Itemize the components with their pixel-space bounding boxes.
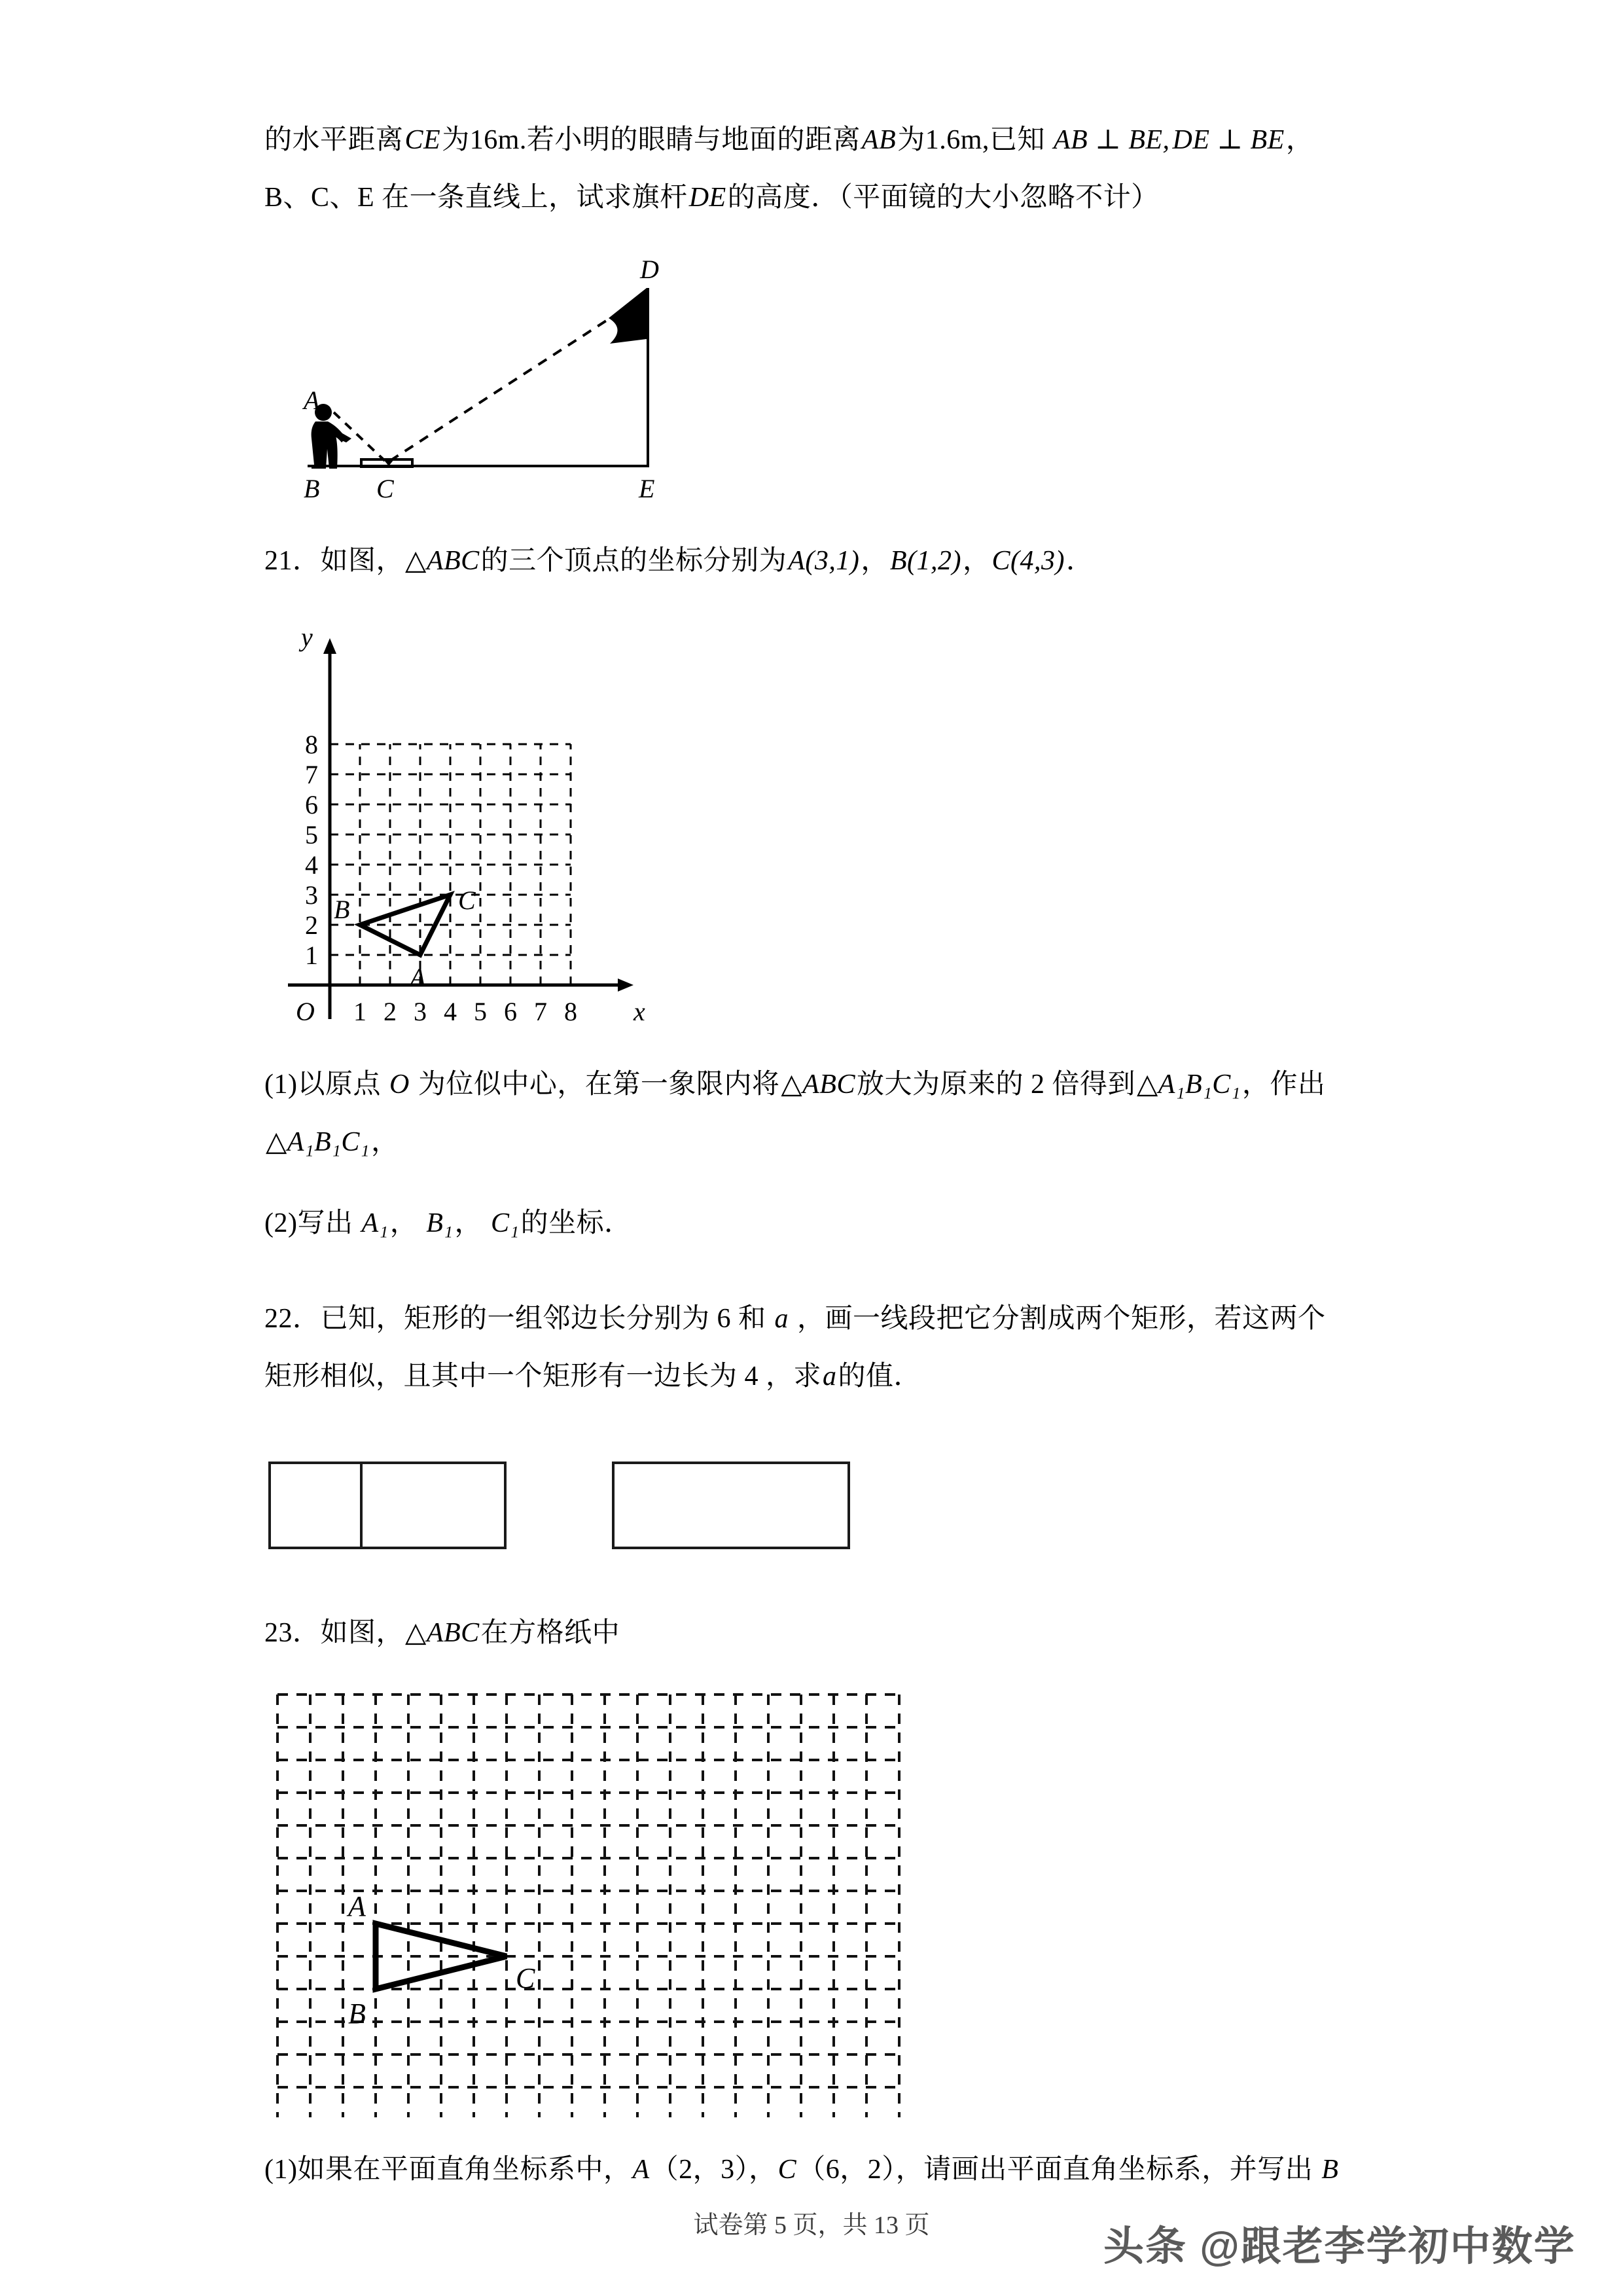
label-e: E xyxy=(639,474,655,503)
p23-sub1-comma: ， xyxy=(749,2155,777,2185)
p21-vertex-c: C(4,3) xyxy=(991,546,1065,576)
p21-sub1-a: (1)以原点 xyxy=(264,1069,381,1100)
p20-line1-end: ， xyxy=(1285,125,1314,155)
coordinate-plane-svg xyxy=(270,613,728,1032)
p20-segment-ab: AB xyxy=(861,125,897,155)
x-tick-7: 7 xyxy=(534,997,547,1026)
y-tick-7: 7 xyxy=(305,760,318,789)
grid-vertex-label-b: B xyxy=(348,1998,366,2030)
vertex-label-a: A xyxy=(410,963,426,992)
p20-line1-mid3: 为 xyxy=(897,125,925,155)
p20-line1-mid2: 若小明的眼睛与地面的距离 xyxy=(526,125,861,155)
p23-sub1-a: (1)如果在平面直角坐标系中， xyxy=(264,2155,632,2185)
p23-sub1-point-c: C xyxy=(777,2155,797,2185)
y-tick-4: 4 xyxy=(305,850,318,880)
mirror-flagpole-svg xyxy=(268,250,726,509)
p20-segment-de: DE xyxy=(688,183,726,213)
x-tick-5: 5 xyxy=(474,997,487,1026)
p23-sub1-point-a: A xyxy=(632,2155,650,2185)
y-tick-5: 5 xyxy=(305,820,318,850)
label-c: C xyxy=(376,474,394,503)
p21-comma-1: ， xyxy=(861,546,889,576)
problem-21-sub1 xyxy=(264,1056,1377,1113)
p23-number: 23． xyxy=(264,1618,321,1648)
p22-var-a: a xyxy=(774,1304,789,1334)
y-axis-arrow xyxy=(323,638,336,654)
figure-mirror-flagpole xyxy=(268,250,726,509)
p21-sub1-c: 放大为原来的 2 倍得到 xyxy=(856,1069,1135,1100)
problem-22-stem-line2 xyxy=(264,1348,1377,1405)
p21-sub2-end: 的坐标． xyxy=(520,1208,632,1238)
triangle-abc xyxy=(360,895,450,955)
rectangle-divided xyxy=(268,1462,507,1549)
label-b: B xyxy=(304,474,320,503)
p23-sub1-coord-a: （2，3） xyxy=(651,2155,749,2185)
vertex-label-c: C xyxy=(458,886,476,915)
p21-sub2-b1: B₁ xyxy=(426,1208,454,1238)
y-axis-label: y xyxy=(301,622,313,652)
p20-line1-mid1: 为 xyxy=(442,125,470,155)
p21-sub1-line2-triangle: △A₁B₁C₁ xyxy=(266,1127,370,1157)
problem-21-sub1-line2 xyxy=(264,1113,1377,1171)
p21-sub2-c1: C₁ xyxy=(491,1208,520,1238)
p22-line2-var: a xyxy=(823,1361,837,1391)
x-axis-arrow xyxy=(618,978,633,992)
label-d: D xyxy=(640,255,659,284)
p21-period: ． xyxy=(1065,546,1094,576)
p22-line1-a: 已知，矩形的一组邻边长分别为 6 和 xyxy=(320,1304,766,1334)
p21-sub1-b: 为位似中心，在第一象限内将 xyxy=(418,1069,780,1100)
y-tick-1: 1 xyxy=(305,941,318,970)
flag-shape xyxy=(609,288,647,344)
p21-stem-prefix: 如图， xyxy=(320,546,404,576)
rectangle-plain xyxy=(612,1462,850,1549)
problem-21-sub2 xyxy=(264,1194,1377,1252)
rectangle-divider-line xyxy=(360,1464,363,1547)
x-tick-3: 3 xyxy=(414,997,427,1026)
label-a: A xyxy=(304,386,320,415)
x-axis-label: x xyxy=(633,997,645,1026)
figure-coordinate-plane xyxy=(270,613,728,1032)
p21-sub2-comma-2: ， xyxy=(454,1208,483,1238)
problem-22-stem xyxy=(264,1290,1377,1348)
page-content xyxy=(264,111,1377,2198)
y-tick-3: 3 xyxy=(305,880,318,910)
p23-sub1-point-b: B xyxy=(1321,2155,1339,2185)
p22-line2-b: 的值． xyxy=(838,1361,922,1391)
p23-sub1-coord-c: （6，2） xyxy=(798,2155,896,2185)
p23-triangle-abc: △ABC xyxy=(405,1618,480,1648)
p20-segment-ce: CE xyxy=(404,125,441,155)
problem-21-stem xyxy=(264,532,1377,590)
p23-sub1-mid: ，请画出平面直角坐标系，并写出 xyxy=(895,2155,1313,2185)
page-footer: 试卷第 5 页，共 13 页 xyxy=(693,2212,930,2239)
p21-vertex-b: B(1,2) xyxy=(889,546,961,576)
y-tick-8: 8 xyxy=(305,730,318,759)
p20-line1-prefix: 的水平距离 xyxy=(264,125,404,155)
x-tick-2: 2 xyxy=(383,997,397,1026)
x-tick-labels xyxy=(353,997,577,1026)
p21-sub2-a: (2)写出 xyxy=(264,1208,353,1238)
x-tick-8: 8 xyxy=(564,997,577,1026)
vertex-label-b: B xyxy=(334,895,350,924)
p21-sub1-line2-end: ， xyxy=(370,1127,399,1157)
p21-comma-2: ， xyxy=(962,546,991,576)
watermark-text: 头条 @跟老李学初中数学 xyxy=(1103,2224,1576,2269)
p21-vertex-a: A(3,1) xyxy=(788,546,860,576)
p21-sub1-d: ，作出 xyxy=(1241,1069,1326,1100)
p21-sub2-comma-1: ， xyxy=(389,1208,418,1238)
p21-sub2-a1: A₁ xyxy=(361,1208,389,1238)
problem-23-sub1 xyxy=(264,2141,1377,2198)
p20-perp-de-be: DE ⊥ BE xyxy=(1172,125,1285,155)
p20-dist-ab: 1.6m, xyxy=(925,125,990,155)
p23-stem-prefix: 如图， xyxy=(320,1618,404,1648)
problem-23-stem xyxy=(264,1604,1377,1662)
p22-line2-a: 矩形相似，且其中一个矩形有一边长为 4 ，求 xyxy=(264,1361,822,1391)
p21-triangle-abc: △ABC xyxy=(405,546,480,576)
p20-line2-end: 的高度．（平面镜的大小忽略不计） xyxy=(727,183,1159,213)
x-tick-6: 6 xyxy=(504,997,517,1026)
graph-paper-svg xyxy=(268,1685,969,2117)
p22-number: 22． xyxy=(264,1304,321,1334)
p23-stem-end: 在方格纸中 xyxy=(480,1618,620,1648)
figure-rectangles xyxy=(268,1443,923,1581)
p21-stem-mid: 的三个顶点的坐标分别为 xyxy=(480,546,787,576)
figure-graph-paper xyxy=(268,1685,969,2117)
sight-line-cd xyxy=(390,317,611,461)
problem-20-stem-line2 xyxy=(264,169,1377,226)
p21-sub1-origin: O xyxy=(389,1069,410,1100)
grid-lines xyxy=(330,744,571,985)
y-tick-2: 2 xyxy=(305,910,318,940)
p21-sub1-triangle: △ABC xyxy=(781,1069,855,1100)
origin-label: O xyxy=(296,997,315,1026)
p20-line2-prefix: B、C、E 在一条直线上，试求旗杆 xyxy=(264,183,688,213)
grid-vertex-label-c: C xyxy=(516,1962,535,1994)
p20-dist-ce: 16m. xyxy=(469,125,527,155)
p22-line1-b: ，画一线段把它分割成两个矩形，若这两个 xyxy=(797,1304,1326,1334)
grid-vertex-label-a: A xyxy=(348,1890,366,1922)
p20-perp-ab-be: AB ⊥ BE, xyxy=(1053,125,1170,155)
x-tick-4: 4 xyxy=(444,997,457,1026)
y-tick-6: 6 xyxy=(305,790,318,819)
graph-paper-lines xyxy=(277,1695,899,2117)
problem-20-stem xyxy=(264,111,1377,169)
y-tick-labels xyxy=(305,730,318,970)
p21-sub1-triangle-1: △A₁B₁C₁ xyxy=(1136,1069,1241,1100)
x-tick-1: 1 xyxy=(353,997,366,1026)
p20-line1-mid4: 已知 xyxy=(989,125,1045,155)
p21-number: 21． xyxy=(264,546,321,576)
